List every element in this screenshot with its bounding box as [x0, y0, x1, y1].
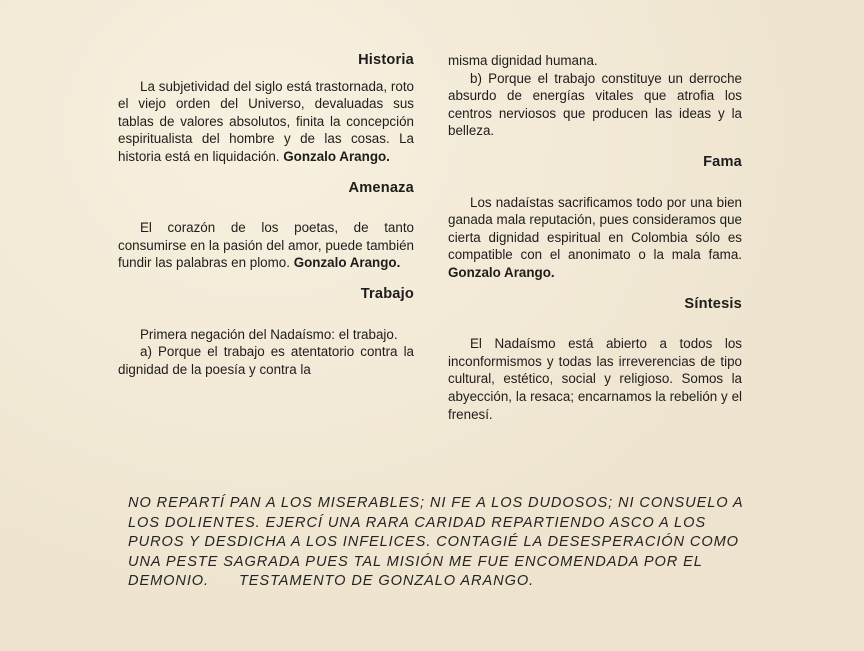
- trabajo-continuation: misma dignidad humana.: [448, 53, 598, 68]
- left-column: [118, 52, 414, 378]
- trabajo-heading: Trabajo: [360, 285, 414, 302]
- right-column: [448, 52, 742, 423]
- fama-signature: Gonzalo Arango.: [448, 264, 555, 280]
- trabajo-first-negation: Primera negación del Nadaísmo: el trabajo.: [140, 326, 398, 342]
- testament-text: NO REPARTÍ PAN A LOS MISERABLES; NI FE A LOS DUDOSOS; NI CONSUELO A LOS DOLIENTES. EJERCÍ UNA RARA CARIDAD REPARTIENDO ASCO A LOS PUROS Y DESDICHA A LOS INFELICES. CONTAGIÉ LA DESESPERACIÓN COMO UNA PESTE SAGRADA PUES TAL MISIÓN ME FUE ENCOMENDADA POR EL DEMONIO.: [128, 495, 743, 590]
- trabajo-reason-a: a) Porque el trabajo es atentatorio contra la dignidad de la poesía y contra la: [118, 344, 414, 377]
- sintesis-text: El Nadaísmo está abierto a todos los inconformismos y todas las irreverencias de tipo cultural, estético, social y religioso. Somos la abyección, la resaca; encarnamos la rebelión y el frenesí.: [448, 336, 742, 422]
- testament-attribution: TESTAMENTO DE GONZALO ARANGO.: [238, 573, 535, 590]
- amenaza-heading: Amenaza: [348, 179, 414, 196]
- trabajo-reason-b: b) Porque el trabajo constituye un derroche absurdo de energías vitales que atrofia los centros nerviosos que producen las ideas y la belleza.: [448, 70, 742, 139]
- historia-signature: Gonzalo Arango.: [283, 148, 390, 164]
- amenaza-text: El corazón de los poetas, de tanto consumirse en la pasión del amor, puede también fundir las palabras en plomo. Gonzalo Arango.: [118, 220, 414, 271]
- fama-text: Los nadaístas sacrificamos todo por una bien ganada mala reputación, pues consideramos que cierta dignidad espiritual en Colombia sólo es compatible con el anonimato o la mala fama. Gonzalo Arango.: [448, 194, 742, 280]
- testament-quote: [128, 494, 748, 592]
- historia-heading: Historia: [358, 52, 414, 68]
- amenaza-signature: Gonzalo Arango.: [293, 255, 401, 271]
- sintesis-heading: Síntesis: [684, 295, 742, 312]
- fama-heading: Fama: [703, 153, 742, 170]
- historia-text: La subjetividad del siglo está trastornada, roto el viejo orden del Universo, devaluadas sus tablas de valores absolutos, finita la concepción espiritualista del hombre y de las cosas. La historia está en liquidación. Gonzalo Arango.: [118, 78, 414, 164]
